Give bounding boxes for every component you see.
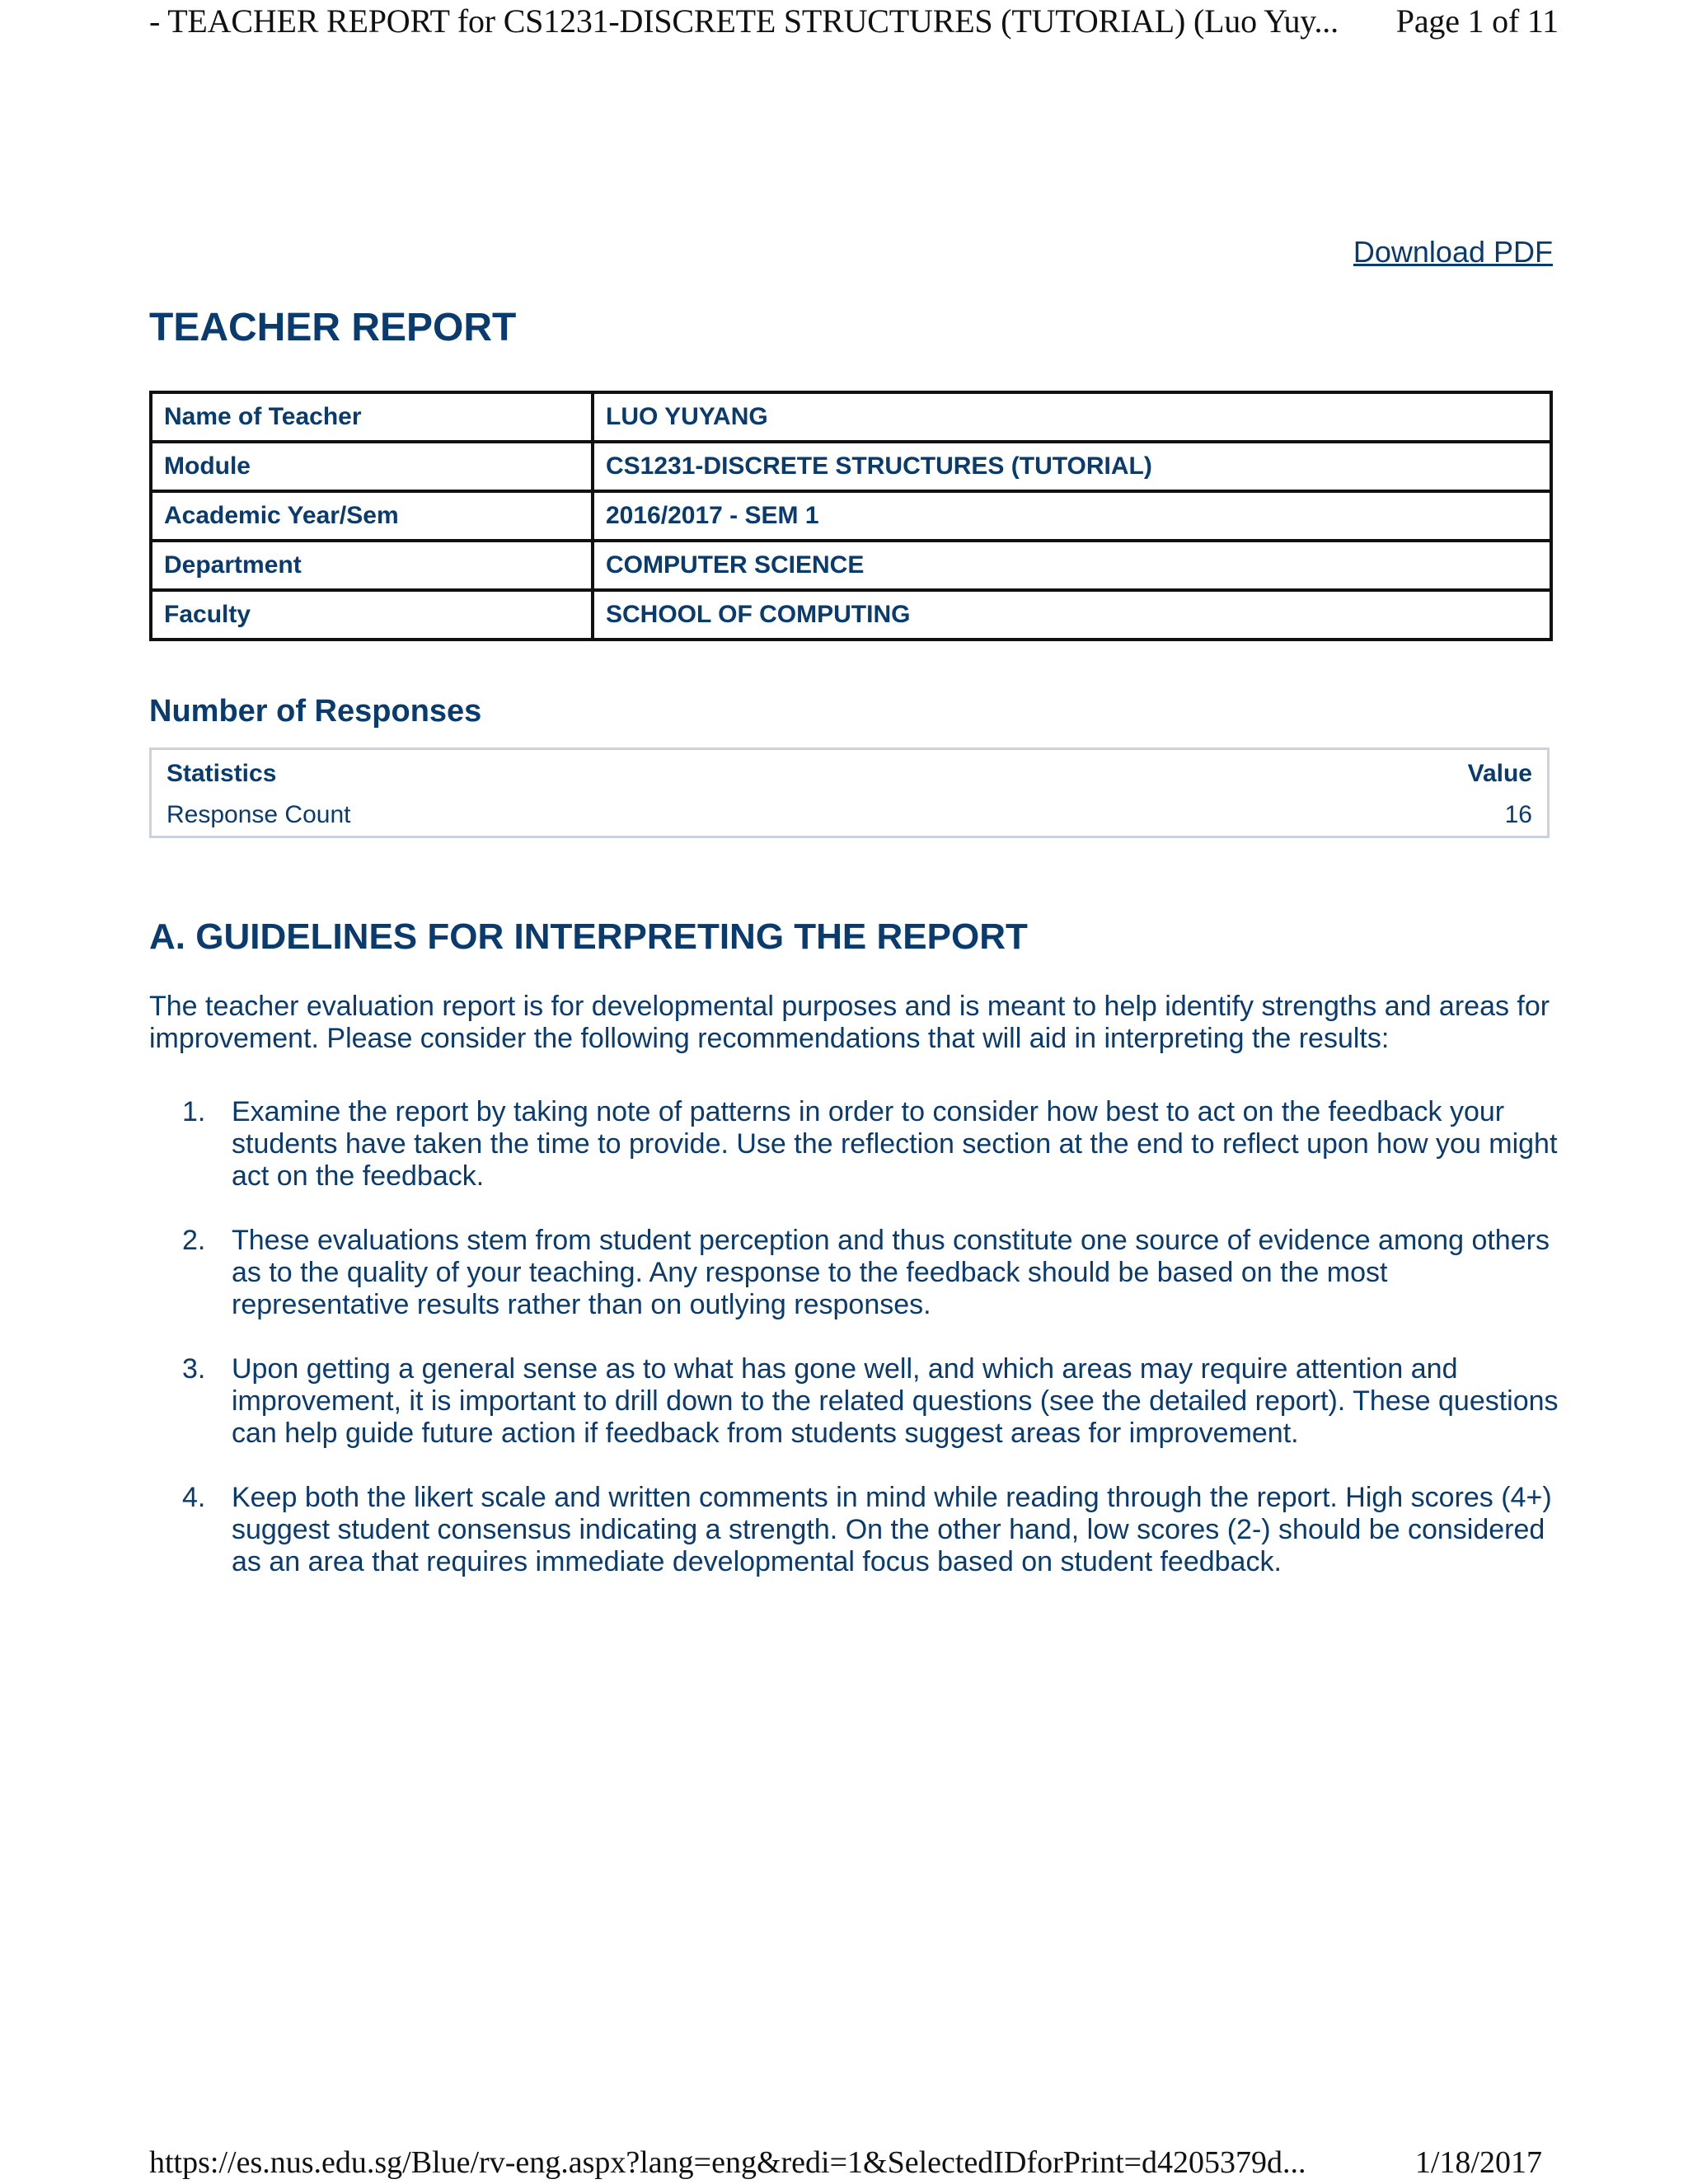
- table-row: [166, 801, 1532, 834]
- guidelines-list: [149, 1096, 1559, 1610]
- page-title: TEACHER REPORT: [149, 306, 517, 349]
- list-item-text: Keep both the likert scale and written comments in mind while reading through the report. High scores (4+) suggest student consensus indicating a strength. On the other hand, low scores (2-) should be considered as an area that requires immediate developmental focus based on student feedback.: [232, 1482, 1552, 1577]
- info-value-faculty: SCHOOL OF COMPUTING: [593, 590, 1551, 640]
- info-label-academic-year: Academic Year/Sem: [151, 491, 593, 541]
- response-count-label: Response Count: [166, 801, 351, 828]
- info-value-academic-year: 2016/2017 - SEM 1: [593, 491, 1551, 541]
- list-item-number: 4.: [182, 1482, 206, 1513]
- print-header: [149, 2, 1559, 40]
- response-count-value: 16: [1504, 801, 1532, 828]
- list-item-number: 1.: [182, 1096, 206, 1127]
- info-label-teacher: Name of Teacher: [151, 392, 593, 442]
- guidelines-heading: A. GUIDELINES FOR INTERPRETING THE REPORT: [149, 916, 1028, 957]
- info-value-department: COMPUTER SCIENCE: [593, 541, 1551, 590]
- table-row: [151, 491, 1551, 541]
- responses-header-row: [166, 760, 1532, 793]
- info-label-faculty: Faculty: [151, 590, 593, 640]
- print-date: 1/18/2017: [1414, 2145, 1542, 2180]
- info-value-teacher: LUO YUYANG: [593, 392, 1551, 442]
- statistics-column-header: Statistics: [166, 760, 277, 787]
- info-label-department: Department: [151, 541, 593, 590]
- table-row: [151, 590, 1551, 640]
- value-column-header: Value: [1467, 760, 1532, 787]
- list-item: [149, 1482, 1559, 1578]
- page-number: Page 1 of 11: [1395, 2, 1559, 40]
- info-value-module: CS1231-DISCRETE STRUCTURES (TUTORIAL): [593, 442, 1551, 491]
- responses-heading: Number of Responses: [149, 694, 482, 729]
- list-item-text: Examine the report by taking note of patterns in order to consider how best to act on the feedback your students have taken the time to provide. Use the reflection section at the end to reflect upon how you might act on the feedback.: [232, 1096, 1558, 1192]
- list-item: [149, 1353, 1559, 1450]
- responses-table: [149, 748, 1550, 838]
- list-item: [149, 1096, 1559, 1193]
- guidelines-intro: The teacher evaluation report is for developmental purposes and is meant to help identify strengths and areas for improvement. Please consider the following recommendations that will aid in interpreting the results:: [149, 991, 1550, 1054]
- page-url: https://es.nus.edu.sg/Blue/rv-eng.aspx?lang=eng&redi=1&SelectedIDforPrint=d4205379d...: [149, 2145, 1306, 2180]
- table-row: [151, 442, 1551, 491]
- list-item-number: 3.: [182, 1353, 206, 1385]
- table-row: [151, 392, 1551, 442]
- list-item-text: These evaluations stem from student perception and thus constitute one source of evidence among others as to the quality of your teaching. Any response to the feedback should be based on the most representative results rather than on outlying responses.: [232, 1225, 1550, 1320]
- list-item-number: 2.: [182, 1225, 206, 1256]
- download-pdf-link[interactable]: Download PDF: [1353, 235, 1553, 269]
- print-footer: [149, 2144, 1542, 2181]
- info-label-module: Module: [151, 442, 593, 491]
- list-item: [149, 1225, 1559, 1321]
- list-item-text: Upon getting a general sense as to what has gone well, and which areas may require attention and improvement, it is important to drill down to the related questions (see the detailed report). These questions can help guide future action if feedback from students suggest areas for improvement.: [232, 1353, 1559, 1449]
- teacher-info-table: [149, 391, 1553, 641]
- table-row: [151, 541, 1551, 590]
- print-header-title: - TEACHER REPORT for CS1231-DISCRETE STRUCTURES (TUTORIAL) (Luo Yuy...: [149, 2, 1339, 40]
